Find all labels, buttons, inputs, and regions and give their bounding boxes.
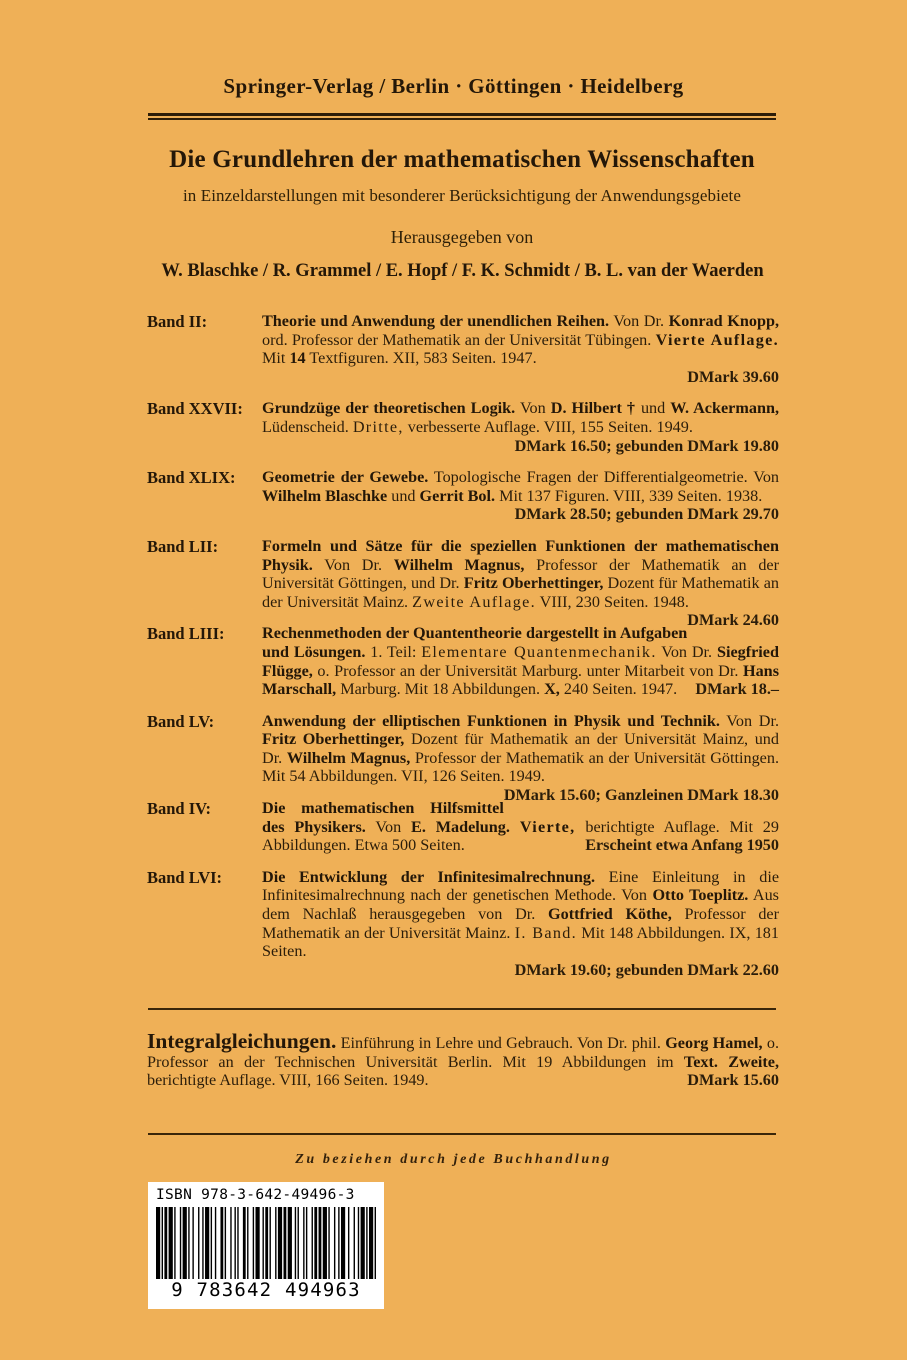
volume-figure-count: 14 [289, 349, 306, 368]
volume-entry [147, 312, 779, 386]
volume-author-secondary: Hans Marschall, [262, 661, 779, 699]
publisher-imprint: Springer-Verlag / Berlin · Göttingen · Heidelberg [223, 74, 684, 98]
volume-price: Erscheint etwa Anfang 1950 [585, 836, 779, 855]
volume-text: Von [515, 399, 551, 418]
volume-edition: Vierte Auflage. [655, 330, 779, 349]
volume-title: Die mathematischen Hilfsmittel des Physikers. [262, 799, 504, 836]
volume-author: E. Madelung. [411, 817, 510, 836]
volume-author-secondary: Fritz Oberhettinger, [463, 574, 604, 593]
volume-description [262, 312, 779, 386]
volume-entry [147, 399, 779, 455]
volume-text: ord. Professor der Mathematik an der Universität Tübingen. [262, 330, 656, 349]
volume-label: Band XLIX: [147, 468, 236, 488]
volume-text: verbesserte Auflage. VIII, 155 Seiten. 1949. [403, 417, 693, 436]
volume-entry [147, 799, 779, 855]
volume-description [262, 468, 779, 524]
volume-description [262, 536, 779, 630]
integral-author: Georg Hamel, [665, 1034, 763, 1052]
integral-text: Einführung in Lehre und Gebrauch. Von Dr. phil. [336, 1034, 666, 1052]
volume-label: Band IV: [147, 799, 212, 819]
volume-label: Band XXVII: [147, 399, 243, 419]
integral-text [718, 1053, 728, 1071]
volume-price: DMark 19.60; gebunden DMark 22.60 [514, 960, 779, 979]
edited-by-label: Herausgegeben von [390, 227, 534, 247]
volume-title: Grundzüge der theoretischen Logik. [262, 399, 516, 418]
volume-text: Marburg. Mit 18 Abbildungen. [336, 680, 545, 699]
volume-author-secondary: Gottfried Köthe, [548, 905, 672, 924]
volume-text: Professor der Mathematik an der Universität Mainz. [262, 905, 779, 942]
series-title: Die Grundlehren der mathematischen Wissenschaften [169, 146, 755, 173]
volume-text: Aus dem Nachlaß herausgegeben von Dr. [262, 886, 779, 924]
volume-list [147, 312, 779, 992]
volume-author: Fritz Oberhettinger, [262, 730, 405, 749]
series-subtitle: in Einzeldarstellungen mit besonderer Berücksichtigung der Anwendungsgebiete [182, 186, 742, 205]
volume-text [510, 818, 520, 836]
volume-description [262, 868, 779, 980]
isbn-number: ISBN 978-3-642-49496-3 [156, 1187, 355, 1203]
isbn-barcode [148, 1182, 384, 1309]
volume-author-secondary: Wilhelm Magnus, [286, 748, 411, 767]
volume-title: Die Entwicklung der Infinitesimalrechnung. [262, 867, 596, 886]
barcode-bars-icon [156, 1207, 376, 1279]
volume-edition: Dritte, [352, 417, 404, 436]
volume-title: Anwendung der elliptischen Funktionen in Physik und Technik. [262, 711, 720, 730]
volume-entry [147, 624, 779, 698]
integral-text: berichtigte Auflage. VIII, 166 Seiten. 1949. [147, 1071, 429, 1090]
volume-description [262, 624, 779, 698]
volume-title: Rechenmethoden der Quantentheorie dargestellt in Aufgaben und Lösungen. [262, 624, 688, 661]
volume-price: DMark 16.50; gebunden DMark 19.80 [514, 436, 779, 455]
volume-text: berichtigte Auflage. Mit 29 Abbildungen. Etwa 500 Seiten. [262, 817, 779, 855]
volume-text: Von Dr. [656, 642, 717, 661]
section-rule-upper [148, 1008, 776, 1010]
volume-entry [147, 868, 779, 980]
volume-author: Wilhelm Blaschke [262, 486, 388, 505]
volume-text: Mit [262, 349, 290, 368]
volume-text: VIII, 230 Seiten. 1948. [535, 592, 689, 611]
integral-edition: Zweite, [728, 1052, 780, 1071]
volume-author: Wilhelm Magnus, [393, 555, 525, 574]
volume-entry [147, 711, 779, 805]
volume-description [262, 711, 779, 805]
integral-text: o. Professor an der Technischen Universität Berlin. Mit 19 Abbildungen im [147, 1034, 779, 1071]
volume-pagination: X, [544, 680, 560, 699]
editors-list: W. Blaschke / R. Grammel / E. Hopf / F. K. Schmidt / B. L. van der Waerden [161, 261, 764, 281]
ean-digits: 9 783642 494963 [171, 1279, 361, 1301]
integral-title: Integralgleichungen. [147, 1029, 337, 1053]
volume-label: Band LVI: [147, 867, 223, 887]
volume-author: Otto Toeplitz. [652, 886, 749, 905]
volume-author-secondary: W. Ackermann, [670, 399, 779, 418]
availability-note: Zu beziehen durch jede Buchhandlung [295, 1152, 612, 1167]
volume-text: Topologische Fragen der Differentialgeometrie. Von [428, 468, 780, 487]
volume-text: Dozent für Mathematik an der Universität Mainz. [262, 574, 779, 611]
volume-text: Von Dr. [312, 555, 394, 574]
volume-text: Lüdenscheid. [262, 417, 353, 436]
volume-description [262, 799, 779, 855]
volume-text: und [387, 486, 420, 505]
integral-equations-entry [147, 1029, 780, 1090]
volume-title: Geometrie der Gewebe. [262, 468, 429, 487]
volume-text: Mit 137 Figuren. VIII, 339 Seiten. 1938. [495, 486, 763, 505]
volume-band-note: I. Band. [514, 923, 578, 942]
volume-label: Band LII: [147, 536, 219, 556]
volume-author: Konrad Knopp, [668, 312, 779, 330]
integral-price: DMark 15.60 [687, 1071, 779, 1090]
volume-text: Von Dr. [609, 312, 669, 330]
volume-description [262, 399, 779, 455]
volume-text: und [635, 399, 671, 418]
volume-label: Band II: [147, 312, 208, 331]
volume-text: 1. Teil: [365, 642, 422, 661]
volume-part-title: Elementare Quantenmechanik. [421, 642, 657, 661]
volume-price: DMark 28.50; gebunden DMark 29.70 [514, 505, 779, 524]
integral-text-bold: Text. [683, 1052, 718, 1071]
volume-entry [147, 536, 779, 630]
volume-text: Mit 148 Abbildungen. IX, 181 Seiten. [262, 923, 779, 961]
volume-price: DMark 24.60 [687, 611, 779, 630]
volume-author-secondary: Gerrit Bol. [419, 486, 496, 505]
volume-text: Eine Einleitung in die Infinitesimalrechnung nach der genetischen Methode. Von [262, 867, 780, 905]
volume-text: Dozent für Mathematik an der Universität Mainz, und Dr. [262, 730, 779, 767]
volume-text: 240 Seiten. 1947. [559, 680, 678, 699]
volume-title: Theorie und Anwendung der unendlichen Reihen. [262, 312, 610, 330]
volume-entry [147, 468, 779, 524]
volume-title: Formeln und Sätze für die speziellen Funktionen der mathematischen Physik. [262, 536, 779, 574]
volume-text: Von [365, 817, 412, 836]
volume-text: Professor der Mathematik an der Universität Göttingen. Mit 54 Abbildungen. VII, 126 Seiten. 1949. [262, 748, 779, 786]
volume-text: Von Dr. [719, 711, 779, 730]
volume-edition: Zweite Auflage. [412, 592, 536, 611]
volume-author: D. Hilbert † [550, 399, 636, 418]
header-double-rule [148, 113, 776, 119]
volume-author: Siegfried Flügge, [262, 642, 779, 680]
volume-edition: Vierte, [519, 817, 576, 836]
volume-text: o. Professor an der Universität Marburg. unter Mitarbeit von Dr. [312, 661, 743, 680]
volume-price: DMark 18.– [695, 680, 779, 699]
volume-text: Professor der Mathematik an der Universität Göttingen, und Dr. [262, 555, 779, 593]
volume-text: Textfiguren. XII, 583 Seiten. 1947. [305, 349, 537, 368]
volume-price: DMark 15.60; Ganzleinen DMark 18.30 [503, 786, 779, 805]
volume-price: DMark 39.60 [687, 367, 779, 386]
volume-label: Band LIII: [147, 624, 225, 644]
volume-label: Band LV: [147, 711, 215, 731]
section-rule-lower [148, 1133, 776, 1135]
